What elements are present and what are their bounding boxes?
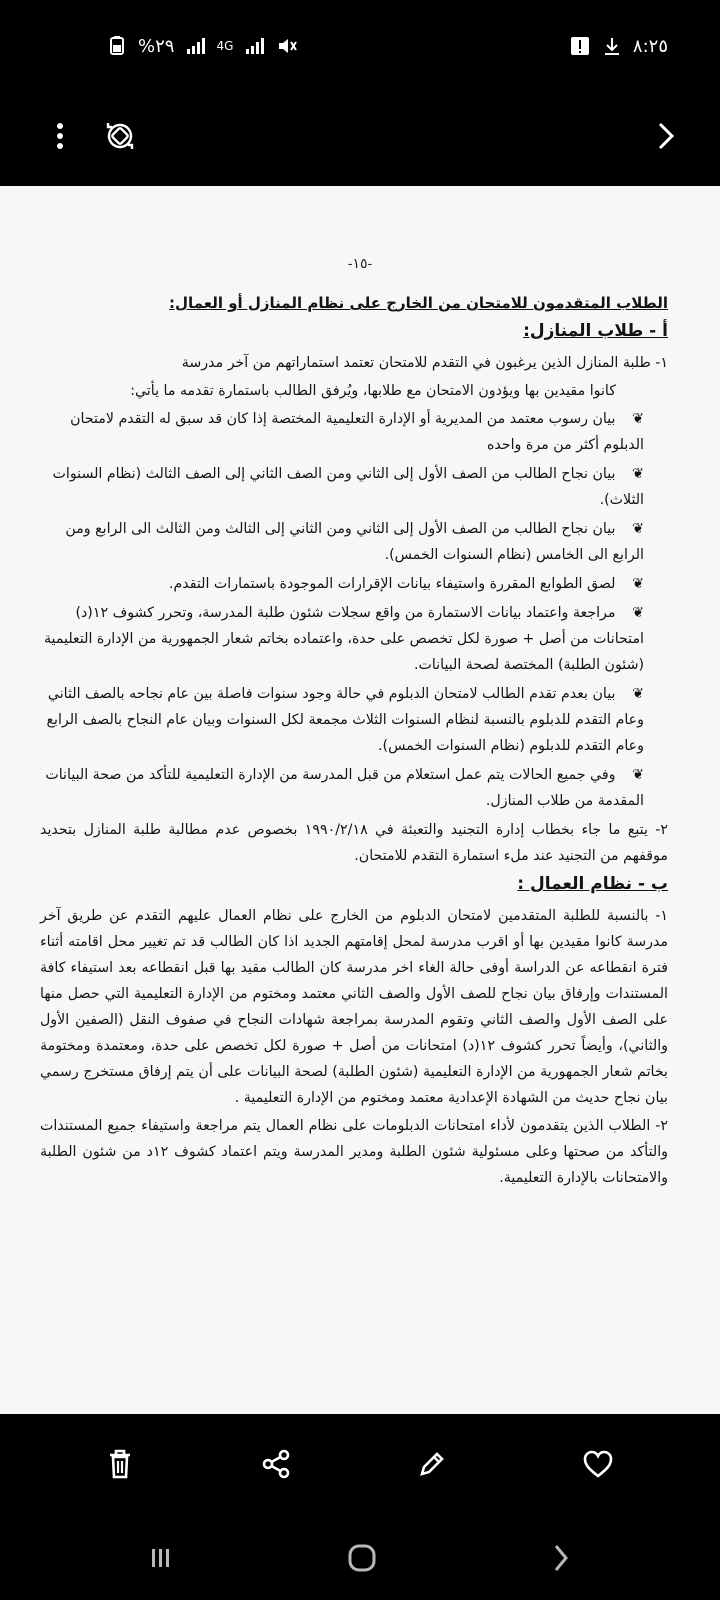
signal-icon bbox=[184, 35, 206, 57]
share-icon bbox=[260, 1448, 292, 1484]
signal-icon bbox=[243, 35, 265, 57]
page-number: -١٥- bbox=[347, 256, 373, 272]
section-a-item-2: ٢- يتبع ما جاء بخطاب إدارة التجنيد والتعبئة في ١٩٩٠/٢/١٨ بخصوص عدم مطالبة طلبة المنازل بتحديد موقفهم من التجنيد عند ملء استمارة التقدم للامتحان. bbox=[40, 822, 668, 864]
status-left-group bbox=[106, 32, 297, 60]
document-heading: الطلاب المتقدمون للامتحان من الخارج على نظام المنازل أو العمال: bbox=[169, 294, 668, 312]
favorite-button[interactable] bbox=[574, 1442, 622, 1490]
bullet-leaf-icon: ❦ bbox=[632, 767, 644, 783]
navigation-bar bbox=[0, 1518, 720, 1600]
battery-percent: %٢٩ bbox=[138, 35, 175, 57]
section-a-item-1-line-2: كانوا مقيدين بها ويؤدون الامتحان مع طلابها، ويُرفق الطالب باستمارة تقدمه ما يأتي: bbox=[130, 383, 616, 399]
bullet-leaf-icon: ❦ bbox=[632, 411, 644, 427]
list-item bbox=[40, 406, 644, 458]
section-b-item-1: ١- بالنسبة للطلبة المتقدمين لامتحان الدبلوم من الخارج على نظام العمال عليهم التقدم عن طريق آخر مدرسة كانوا مقيدين بها أو اقرب مدرسة لمحل إقامتهم الجديد اذا كان الطالب قد تم تغيير محل اقامته أثناء فترة انقطاعه عن الدراسة أوفى حالة الغاء اخر مدرسة كان الطالب مقيد بها قبل انقطاعه بعد استيفاء كافة المستندات وإرفاق بيان نجاح للصف الأول والصف الثاني معتمد ومختوم من الإدارة التعليمية التي حصل منها على الصف الأول والصف الثاني وتقوم المدرسة بمراجعة شهادات النجاح في صفوف النقل (الصفين الأول والثاني)، وأيضاً تحرر كشوف ١٢(د) امتحانات من أصل + صورة لكل تخصص على حدة، ومعتمدة ومختومة بخاتم شعار الجمهورية من الإدارة التعليمية (شئون الطلبة) لصحة البيانات على أن يتم إرفاق مستخرج رسمي بيان نجاح حديث من الشهادة الإعدادية معتمد ومختوم من الإدارة التعليمية . bbox=[40, 908, 669, 1106]
section-a-item-1-line-1: ١- طلبة المنازل الذين يرغبون في التقدم للامتحان تعتمد استماراتهم من آخر مدرسة bbox=[181, 355, 668, 371]
section-a-title bbox=[40, 318, 668, 344]
more-options-button[interactable] bbox=[36, 114, 84, 162]
list-item bbox=[40, 762, 644, 814]
battery-icon bbox=[106, 35, 128, 57]
mute-icon bbox=[275, 35, 297, 57]
bullet-text: بيان بعدم تقدم الطالب لامتحان الدبلوم في حالة وجود سنوات فاصلة بين عام نجاحه بالصف الثاني وعام التقدم للدبلوم بالنسبة لنظام السنوات الثلاث مجمعة لكل السنوات وبيان عام النجاح بالصف الرابع وعام التقدم للدبلوم (نظام السنوات الخمس). bbox=[46, 686, 644, 754]
delete-button[interactable] bbox=[96, 1442, 144, 1490]
document-page bbox=[40, 290, 668, 1410]
bullet-leaf-icon: ❦ bbox=[632, 686, 644, 702]
section-b-title bbox=[40, 871, 668, 897]
recent-apps-button[interactable] bbox=[136, 1536, 184, 1584]
share-button[interactable] bbox=[252, 1442, 300, 1490]
bullet-leaf-icon: ❦ bbox=[632, 521, 644, 537]
edit-button[interactable] bbox=[408, 1442, 456, 1490]
recent-apps-icon bbox=[144, 1542, 176, 1578]
bullet-leaf-icon: ❦ bbox=[632, 576, 644, 592]
bullets-list bbox=[40, 406, 668, 814]
bullet-text: بيان نجاح الطالب من الصف الأول إلى الثاني ومن الثاني إلى الثالث ومن الثالث الى الرابع ومن الرابع الى الخامس (نظام السنوات الخمس). bbox=[65, 521, 644, 563]
bullet-text: لصق الطوابع المقررة واستيفاء بيانات الإقرارات الموجودة باستمارات التقدم. bbox=[168, 576, 616, 592]
home-icon bbox=[344, 1540, 380, 1580]
back-button[interactable] bbox=[536, 1536, 584, 1584]
warning-icon bbox=[569, 35, 591, 57]
list-item bbox=[40, 571, 644, 597]
status-right-group bbox=[569, 32, 668, 60]
bottom-action-bar bbox=[0, 1414, 720, 1518]
bullet-text: بيان نجاح الطالب من الصف الأول إلى الثاني ومن الصف الثاني إلى الصف الثالث (نظام السنوات الثلاث). bbox=[52, 466, 644, 508]
bullet-text: مراجعة واعتماد بيانات الاستمارة من واقع سجلات شئون طلبة المدرسة، وتحرر كشوف ١٢(د) امتحانات من أصل + صورة لكل تخصص على حدة، واعتماده بخاتم شعار الجمهورية من الإدارة التعليمية (شئون الطلبة) المختصة لصحة البيانات. bbox=[43, 605, 644, 673]
download-icon bbox=[601, 35, 623, 57]
list-item bbox=[40, 681, 644, 759]
auto-rotate-button[interactable] bbox=[96, 114, 144, 162]
list-item bbox=[40, 461, 644, 513]
home-button[interactable] bbox=[338, 1536, 386, 1584]
section-a-title-text: أ - طلاب المنازل: bbox=[523, 321, 668, 341]
edit-icon bbox=[416, 1448, 448, 1484]
section-b-title-text: ب - نظام العمال : bbox=[517, 874, 668, 894]
viewer-toolbar bbox=[0, 90, 720, 186]
chevron-right-icon bbox=[652, 118, 680, 158]
list-item bbox=[40, 600, 644, 678]
bullet-text: وفي جميع الحالات يتم عمل استعلام من قبل المدرسة من الإدارة التعليمية للتأكد من صحة البيانات المقدمة من طلاب المنازل. bbox=[45, 767, 644, 809]
bullet-leaf-icon: ❦ bbox=[632, 466, 644, 482]
bullet-text: بيان رسوب معتمد من المديرية أو الإدارة التعليمية المختصة إذا كان قد سبق له التقدم لامتحان الدبلوم أكثر من مرة واحده bbox=[70, 411, 644, 453]
heart-icon bbox=[581, 1448, 615, 1484]
section-b-item-2: ٢- الطلاب الذين يتقدمون لأداء امتحانات الدبلومات على نظام العمال يتم مراجعة واستيفاء جميع المستندات والتأكد من صحتها وعلى مسئولية شئون الطلبة ومدير المدرسة ويتم اعتماد كشوف ١٢د من شئون الطلبة والامتحانات بالإدارة التعليمية. bbox=[40, 1118, 668, 1186]
more-vert-icon bbox=[50, 120, 70, 156]
document-viewer[interactable] bbox=[0, 186, 720, 1414]
list-item bbox=[40, 516, 644, 568]
status-time: ٨:٢٥ bbox=[632, 35, 668, 57]
4g-label: 4G bbox=[216, 39, 234, 53]
next-button[interactable] bbox=[642, 114, 690, 162]
trash-icon bbox=[105, 1447, 135, 1485]
back-icon bbox=[548, 1541, 572, 1579]
rotate-icon bbox=[103, 119, 137, 157]
status-bar bbox=[0, 0, 720, 90]
bullet-leaf-icon: ❦ bbox=[632, 605, 644, 621]
